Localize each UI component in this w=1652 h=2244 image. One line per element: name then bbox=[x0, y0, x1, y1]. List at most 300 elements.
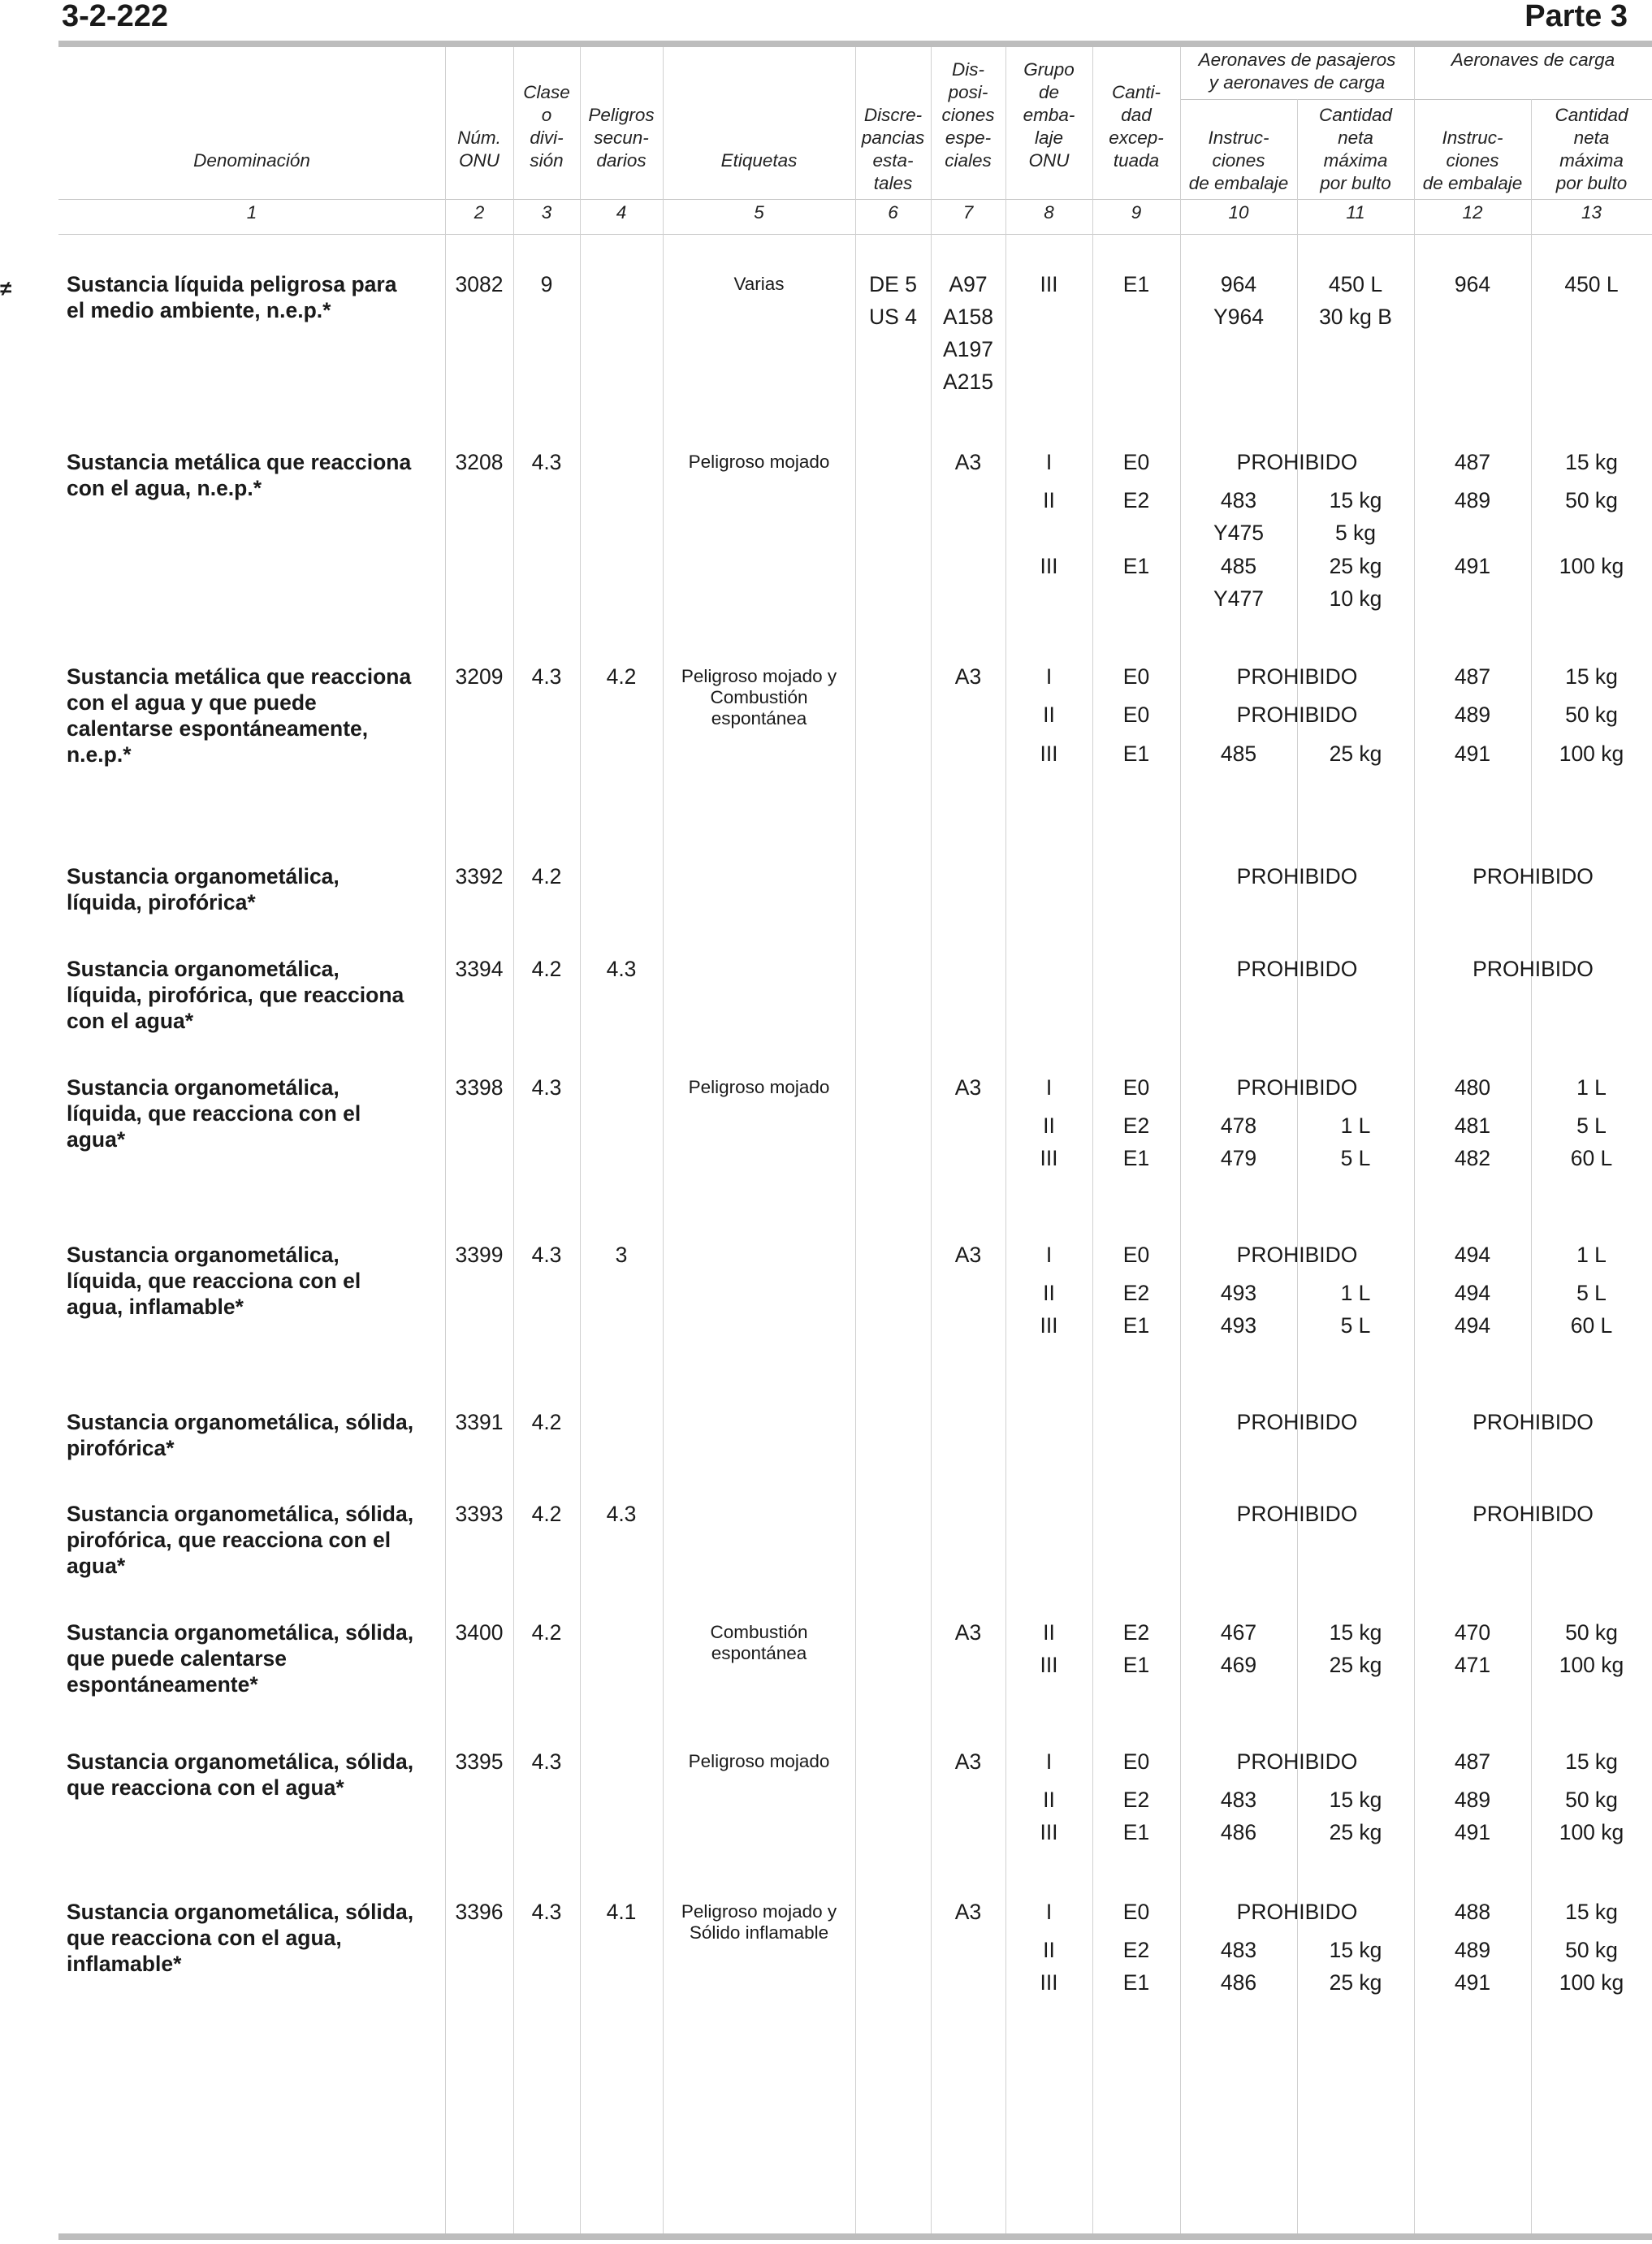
name-line: que reacciona con el agua, bbox=[67, 1926, 342, 1950]
name-line: con el agua* bbox=[67, 1009, 194, 1033]
column-number: 5 bbox=[754, 202, 764, 223]
subsidiary-hazard: 4.2 bbox=[606, 664, 637, 689]
header-un-number bbox=[445, 127, 513, 172]
name-line: Sustancia organometálica, sólida, bbox=[67, 1749, 414, 1774]
hazard-class: 9 bbox=[540, 272, 553, 296]
proper-shipping-name bbox=[67, 1899, 501, 1977]
header-excepted-quantity bbox=[1092, 81, 1180, 172]
cargo-max-quantity: 60 L bbox=[1570, 1313, 1613, 1338]
packing-group: III bbox=[1040, 742, 1058, 766]
name-line: con el agua, n.e.p.* bbox=[67, 476, 262, 500]
header-line: emba- bbox=[1023, 105, 1075, 125]
header-line: Grupo bbox=[1023, 59, 1075, 80]
state-variation: DE 5 bbox=[869, 272, 917, 296]
un-number: 3082 bbox=[455, 272, 504, 296]
cargo-packing-instruction: 482 bbox=[1454, 1146, 1491, 1170]
cargo-max-quantity: 50 kg bbox=[1565, 1938, 1618, 1962]
name-line: el medio ambiente, n.e.p.* bbox=[67, 298, 331, 322]
cargo-packing-instruction: 480 bbox=[1454, 1075, 1491, 1100]
packing-group: III bbox=[1040, 1653, 1058, 1677]
passenger-prohibited: PROHIBIDO bbox=[1236, 1749, 1358, 1774]
special-provision: A3 bbox=[954, 450, 982, 474]
header-line: Instruc- bbox=[1442, 128, 1503, 148]
hazard-class: 4.3 bbox=[531, 450, 562, 474]
column-number: 2 bbox=[474, 202, 485, 223]
packing-group: II bbox=[1043, 488, 1055, 512]
cargo-max-quantity: 15 kg bbox=[1565, 450, 1618, 474]
name-line: espontáneamente* bbox=[67, 1672, 258, 1697]
proper-shipping-name bbox=[67, 1242, 501, 1320]
cargo-packing-instruction: 481 bbox=[1454, 1113, 1491, 1138]
cargo-max-quantity: 100 kg bbox=[1559, 742, 1624, 766]
cargo-max-quantity: 100 kg bbox=[1559, 1970, 1624, 1995]
passenger-max-quantity: 25 kg bbox=[1329, 554, 1382, 578]
header-cargo-aircraft: Aeronaves de carga bbox=[1451, 50, 1615, 70]
cargo-packing-instruction: 494 bbox=[1454, 1281, 1491, 1305]
proper-shipping-name bbox=[67, 1749, 501, 1801]
cargo-packing-instruction: 489 bbox=[1454, 488, 1491, 512]
name-line: calentarse espontáneamente, bbox=[67, 716, 369, 741]
packing-group: III bbox=[1040, 1970, 1058, 1995]
packing-group: III bbox=[1040, 272, 1058, 296]
un-number: 3209 bbox=[455, 664, 504, 689]
header-cargo-packing-instructions bbox=[1414, 127, 1531, 195]
change-mark: ≠ bbox=[0, 276, 12, 300]
header-line: y aeronaves de carga bbox=[1209, 72, 1386, 93]
packing-group: II bbox=[1043, 703, 1055, 727]
packing-group: II bbox=[1043, 1281, 1055, 1305]
packing-group: I bbox=[1045, 1243, 1053, 1267]
special-provision: A3 bbox=[954, 1749, 982, 1774]
name-line: agua, inflamable* bbox=[67, 1295, 244, 1319]
un-number: 3400 bbox=[455, 1620, 504, 1645]
header-denominacion: Denominación bbox=[193, 150, 310, 171]
header-line: Clase bbox=[523, 82, 570, 102]
name-line: inflamable* bbox=[67, 1952, 182, 1976]
passenger-packing-instruction: 483 bbox=[1220, 1788, 1257, 1812]
header-line: ciales bbox=[945, 150, 992, 171]
passenger-max-quantity: 30 kg B bbox=[1319, 305, 1392, 329]
hazard-label: espontánea bbox=[711, 708, 807, 729]
special-provision: A3 bbox=[954, 1243, 982, 1267]
hazard-label: Sólido inflamable bbox=[689, 1922, 829, 1943]
header-line: Discre- bbox=[863, 105, 923, 125]
special-provision: A3 bbox=[954, 1900, 982, 1924]
passenger-prohibited: PROHIBIDO bbox=[1236, 664, 1358, 689]
cargo-max-quantity: 100 kg bbox=[1559, 1820, 1624, 1844]
un-number: 3396 bbox=[455, 1900, 504, 1924]
header-line: espe- bbox=[945, 128, 992, 148]
header-cargo-max-quantity bbox=[1531, 104, 1652, 195]
cargo-max-quantity: 5 L bbox=[1576, 1281, 1607, 1305]
header-line: ONU bbox=[1028, 150, 1070, 171]
proper-shipping-name bbox=[67, 271, 501, 323]
name-line: Sustancia organometálica, sólida, bbox=[67, 1502, 414, 1526]
header-labels: Etiquetas bbox=[720, 150, 798, 171]
passenger-prohibited: PROHIBIDO bbox=[1236, 703, 1358, 727]
cargo-packing-instruction: 491 bbox=[1454, 554, 1491, 578]
aircraft-group-divider bbox=[1180, 99, 1652, 100]
name-line: Sustancia organometálica, sólida, bbox=[67, 1900, 414, 1924]
header-line: ciones bbox=[941, 105, 995, 125]
proper-shipping-name bbox=[67, 449, 501, 501]
packing-group: I bbox=[1045, 1075, 1053, 1100]
passenger-max-quantity: 25 kg bbox=[1329, 1970, 1382, 1995]
hazard-label: Combustión bbox=[710, 687, 808, 707]
special-provision: A3 bbox=[954, 1620, 982, 1645]
cargo-max-quantity: 100 kg bbox=[1559, 1653, 1624, 1677]
passenger-packing-instruction: 493 bbox=[1220, 1281, 1257, 1305]
column-number: 13 bbox=[1581, 202, 1602, 223]
cargo-packing-instruction: 494 bbox=[1454, 1313, 1491, 1338]
cargo-prohibited: PROHIBIDO bbox=[1473, 1410, 1594, 1434]
hazard-label: Combustión bbox=[710, 1622, 808, 1642]
un-number: 3392 bbox=[455, 864, 504, 889]
column-number: 1 bbox=[246, 202, 257, 223]
hazard-label: Peligroso mojado bbox=[688, 1077, 830, 1097]
name-line: con el agua y que puede bbox=[67, 690, 317, 715]
header-line: máxima bbox=[1323, 150, 1388, 171]
header-line: de embalaje bbox=[1422, 173, 1523, 193]
header-line: pancias bbox=[861, 128, 925, 148]
passenger-prohibited: PROHIBIDO bbox=[1236, 1900, 1358, 1924]
header-line: dad bbox=[1121, 105, 1152, 125]
hazard-label: Peligroso mojado y bbox=[681, 666, 837, 686]
cargo-packing-instruction: 487 bbox=[1454, 664, 1491, 689]
cargo-packing-instruction: 489 bbox=[1454, 1788, 1491, 1812]
special-provision: A97 bbox=[949, 272, 988, 296]
header-line: Cantidad bbox=[1555, 105, 1628, 125]
name-line: pirofórica, que reacciona con el bbox=[67, 1528, 391, 1552]
passenger-packing-instruction: 485 bbox=[1220, 742, 1257, 766]
passenger-packing-instruction: 467 bbox=[1220, 1620, 1257, 1645]
column-number: 6 bbox=[888, 202, 898, 223]
header-line: esta- bbox=[872, 150, 914, 171]
header-line: Peligros bbox=[588, 105, 655, 125]
passenger-packing-instruction: Y477 bbox=[1213, 586, 1264, 611]
excepted-quantity: E2 bbox=[1122, 1788, 1150, 1812]
cargo-max-quantity: 5 L bbox=[1576, 1113, 1607, 1138]
name-line: Sustancia organometálica, bbox=[67, 1243, 339, 1267]
packing-group: II bbox=[1043, 1788, 1055, 1812]
proper-shipping-name bbox=[67, 1074, 501, 1152]
header-line: Cantidad bbox=[1318, 105, 1393, 125]
packing-group: III bbox=[1040, 554, 1058, 578]
proper-shipping-name bbox=[67, 664, 501, 767]
excepted-quantity: E1 bbox=[1122, 554, 1150, 578]
passenger-packing-instruction: 486 bbox=[1220, 1820, 1257, 1844]
passenger-packing-instruction: 483 bbox=[1220, 1938, 1257, 1962]
name-line: Sustancia organometálica, sólida, bbox=[67, 1620, 414, 1645]
header-line: ciones bbox=[1212, 150, 1265, 171]
excepted-quantity: E0 bbox=[1122, 450, 1150, 474]
header-passenger-cargo-aircraft bbox=[1180, 49, 1414, 94]
header-line: Canti- bbox=[1111, 82, 1161, 102]
cargo-max-quantity: 60 L bbox=[1570, 1146, 1613, 1170]
passenger-prohibited: PROHIBIDO bbox=[1236, 864, 1358, 889]
cargo-max-quantity: 15 kg bbox=[1565, 1900, 1618, 1924]
cargo-packing-instruction: 491 bbox=[1454, 1820, 1491, 1844]
name-line: líquida, que reacciona con el bbox=[67, 1269, 361, 1293]
header-line: tales bbox=[873, 173, 913, 193]
passenger-prohibited: PROHIBIDO bbox=[1236, 957, 1358, 981]
excepted-quantity: E2 bbox=[1122, 1281, 1150, 1305]
header-line: neta bbox=[1338, 128, 1373, 148]
state-variation: US 4 bbox=[869, 305, 917, 329]
header-line: por bulto bbox=[1555, 173, 1628, 193]
excepted-quantity: E0 bbox=[1122, 1900, 1150, 1924]
special-provision: A197 bbox=[943, 337, 993, 361]
proper-shipping-name bbox=[67, 1501, 501, 1579]
passenger-max-quantity: 25 kg bbox=[1329, 742, 1382, 766]
passenger-max-quantity: 25 kg bbox=[1329, 1653, 1382, 1677]
packing-group: I bbox=[1045, 450, 1053, 474]
excepted-quantity: E2 bbox=[1122, 1620, 1150, 1645]
cargo-prohibited: PROHIBIDO bbox=[1473, 1502, 1594, 1526]
header-passenger-max-quantity bbox=[1297, 104, 1414, 195]
name-line: Sustancia líquida peligrosa para bbox=[67, 272, 397, 296]
cargo-packing-instruction: 489 bbox=[1454, 1938, 1491, 1962]
page-number: 3-2-222 bbox=[62, 0, 168, 33]
header-line: de bbox=[1038, 82, 1060, 102]
name-line: líquida, que reacciona con el bbox=[67, 1101, 361, 1126]
passenger-prohibited: PROHIBIDO bbox=[1236, 1502, 1358, 1526]
header-line: tuada bbox=[1113, 150, 1160, 171]
header-special-provisions bbox=[931, 58, 1005, 172]
header-line: laje bbox=[1034, 128, 1064, 148]
hazard-class: 4.2 bbox=[531, 1410, 562, 1434]
hazard-class: 4.2 bbox=[531, 1502, 562, 1526]
passenger-prohibited: PROHIBIDO bbox=[1236, 1243, 1358, 1267]
passenger-packing-instruction: Y475 bbox=[1213, 521, 1264, 545]
passenger-max-quantity: 5 kg bbox=[1334, 521, 1377, 545]
header-class bbox=[513, 81, 580, 172]
passenger-max-quantity: 1 L bbox=[1340, 1281, 1371, 1305]
passenger-max-quantity: 15 kg bbox=[1329, 1938, 1382, 1962]
header-state-variations bbox=[855, 104, 931, 195]
cargo-max-quantity: 450 L bbox=[1564, 272, 1619, 296]
excepted-quantity: E1 bbox=[1122, 1653, 1150, 1677]
hazard-label: Peligroso mojado bbox=[688, 1751, 830, 1771]
cargo-packing-instruction: 491 bbox=[1454, 742, 1491, 766]
passenger-packing-instruction: 478 bbox=[1220, 1113, 1257, 1138]
special-provision: A3 bbox=[954, 664, 982, 689]
un-number: 3208 bbox=[455, 450, 504, 474]
header-line: Aeronaves de pasajeros bbox=[1198, 50, 1396, 70]
excepted-quantity: E0 bbox=[1122, 1749, 1150, 1774]
header-line: neta bbox=[1573, 128, 1610, 148]
cargo-max-quantity: 50 kg bbox=[1565, 703, 1618, 727]
header-line: Dis- bbox=[952, 59, 984, 80]
name-line: Sustancia organometálica, bbox=[67, 864, 339, 889]
column-number: 8 bbox=[1044, 202, 1054, 223]
passenger-packing-instruction: 469 bbox=[1220, 1653, 1257, 1677]
cargo-packing-instruction: 487 bbox=[1454, 1749, 1491, 1774]
hazard-class: 4.2 bbox=[531, 1620, 562, 1645]
excepted-quantity: E0 bbox=[1122, 703, 1150, 727]
header-line: Núm. bbox=[457, 128, 501, 148]
passenger-prohibited: PROHIBIDO bbox=[1236, 1075, 1358, 1100]
excepted-quantity: E0 bbox=[1122, 664, 1150, 689]
header-passenger-packing-instructions bbox=[1180, 127, 1297, 195]
proper-shipping-name bbox=[67, 1619, 501, 1697]
cargo-packing-instruction: 471 bbox=[1454, 1653, 1491, 1677]
subsidiary-hazard: 4.3 bbox=[606, 957, 637, 981]
name-line: agua* bbox=[67, 1554, 126, 1578]
proper-shipping-name bbox=[67, 863, 501, 915]
part-label: Parte 3 bbox=[1524, 0, 1628, 33]
passenger-packing-instruction: 493 bbox=[1220, 1313, 1257, 1338]
passenger-max-quantity: 15 kg bbox=[1329, 1620, 1382, 1645]
excepted-quantity: E2 bbox=[1122, 1113, 1150, 1138]
name-line: líquida, pirofórica* bbox=[67, 890, 256, 914]
un-number: 3399 bbox=[455, 1243, 504, 1267]
passenger-packing-instruction: 479 bbox=[1220, 1146, 1257, 1170]
packing-group: I bbox=[1045, 1900, 1053, 1924]
column-number: 3 bbox=[541, 202, 552, 223]
special-provision: A215 bbox=[943, 370, 993, 394]
passenger-prohibited: PROHIBIDO bbox=[1236, 450, 1358, 474]
un-number: 3391 bbox=[455, 1410, 504, 1434]
name-line: Sustancia organometálica, bbox=[67, 1075, 339, 1100]
proper-shipping-name bbox=[67, 956, 501, 1034]
cargo-max-quantity: 1 L bbox=[1576, 1075, 1607, 1100]
un-number: 3395 bbox=[455, 1749, 504, 1774]
passenger-packing-instruction: 964 bbox=[1220, 272, 1257, 296]
name-line: Sustancia organometálica, bbox=[67, 957, 339, 981]
hazard-class: 4.3 bbox=[531, 664, 562, 689]
name-line: Sustancia metálica que reacciona bbox=[67, 664, 412, 689]
name-line: líquida, pirofórica, que reacciona bbox=[67, 983, 404, 1007]
passenger-max-quantity: 5 L bbox=[1340, 1146, 1371, 1170]
header-line: por bulto bbox=[1320, 173, 1391, 193]
un-number: 3394 bbox=[455, 957, 504, 981]
header-line: posi- bbox=[948, 82, 988, 102]
cargo-max-quantity: 1 L bbox=[1576, 1243, 1607, 1267]
cargo-prohibited: PROHIBIDO bbox=[1473, 957, 1594, 981]
excepted-quantity: E1 bbox=[1122, 1820, 1150, 1844]
subsidiary-hazard: 4.1 bbox=[606, 1900, 637, 1924]
name-line: pirofórica* bbox=[67, 1436, 175, 1460]
un-number: 3398 bbox=[455, 1075, 504, 1100]
column-number: 9 bbox=[1131, 202, 1142, 223]
special-provision: A158 bbox=[943, 305, 993, 329]
passenger-max-quantity: 15 kg bbox=[1329, 488, 1382, 512]
header-line: ciones bbox=[1446, 150, 1499, 171]
excepted-quantity: E1 bbox=[1122, 1146, 1150, 1170]
bottom-rule bbox=[58, 2233, 1652, 2240]
cargo-packing-instruction: 487 bbox=[1454, 450, 1491, 474]
excepted-quantity: E1 bbox=[1122, 1970, 1150, 1995]
column-number: 12 bbox=[1462, 202, 1483, 223]
name-line: Sustancia organometálica, sólida, bbox=[67, 1410, 414, 1434]
hazard-class: 4.2 bbox=[531, 864, 562, 889]
cargo-max-quantity: 50 kg bbox=[1565, 488, 1618, 512]
header-line: secun- bbox=[594, 128, 649, 148]
name-line: agua* bbox=[67, 1127, 126, 1152]
hazard-label: espontánea bbox=[711, 1643, 807, 1663]
packing-group: I bbox=[1045, 664, 1053, 689]
packing-group: II bbox=[1043, 1620, 1055, 1645]
hazard-class: 4.3 bbox=[531, 1749, 562, 1774]
header-line: divi- bbox=[530, 128, 564, 148]
column-number: 10 bbox=[1228, 202, 1249, 223]
passenger-packing-instruction: 483 bbox=[1220, 488, 1257, 512]
passenger-max-quantity: 1 L bbox=[1340, 1113, 1371, 1138]
hazard-class: 4.3 bbox=[531, 1900, 562, 1924]
packing-group: II bbox=[1043, 1113, 1055, 1138]
hazard-class: 4.2 bbox=[531, 957, 562, 981]
header-line: máxima bbox=[1559, 150, 1624, 171]
hazard-label: Peligroso mojado bbox=[688, 452, 830, 472]
header-line: Instruc- bbox=[1208, 128, 1269, 148]
cargo-packing-instruction: 494 bbox=[1454, 1243, 1491, 1267]
cargo-prohibited: PROHIBIDO bbox=[1473, 864, 1594, 889]
header-packing-group bbox=[1005, 58, 1092, 172]
special-provision: A3 bbox=[954, 1075, 982, 1100]
cargo-max-quantity: 15 kg bbox=[1565, 1749, 1618, 1774]
header-line: de embalaje bbox=[1188, 173, 1289, 193]
hazard-label: Peligroso mojado y bbox=[681, 1901, 837, 1922]
excepted-quantity: E1 bbox=[1122, 742, 1150, 766]
packing-group: III bbox=[1040, 1146, 1058, 1170]
passenger-packing-instruction: 486 bbox=[1220, 1970, 1257, 1995]
packing-group: III bbox=[1040, 1313, 1058, 1338]
excepted-quantity: E2 bbox=[1122, 1938, 1150, 1962]
hazard-label: Varias bbox=[733, 274, 785, 294]
header-line: o bbox=[541, 105, 552, 125]
packing-group: II bbox=[1043, 1938, 1055, 1962]
excepted-quantity: E2 bbox=[1122, 488, 1150, 512]
passenger-packing-instruction: 485 bbox=[1220, 554, 1257, 578]
column-number: 7 bbox=[962, 202, 974, 223]
cargo-packing-instruction: 964 bbox=[1454, 272, 1491, 296]
passenger-max-quantity: 5 L bbox=[1340, 1313, 1371, 1338]
passenger-max-quantity: 25 kg bbox=[1329, 1820, 1382, 1844]
proper-shipping-name bbox=[67, 1409, 501, 1461]
top-rule bbox=[58, 41, 1652, 47]
packing-group: III bbox=[1040, 1820, 1058, 1844]
cargo-packing-instruction: 488 bbox=[1454, 1900, 1491, 1924]
column-number: 4 bbox=[616, 202, 627, 223]
header-line: excep- bbox=[1109, 128, 1164, 148]
hazard-class: 4.3 bbox=[531, 1243, 562, 1267]
subsidiary-hazard: 4.3 bbox=[606, 1502, 637, 1526]
column-number: 11 bbox=[1346, 202, 1365, 223]
header-line: sión bbox=[530, 150, 564, 171]
header-line: ONU bbox=[459, 150, 499, 171]
packing-group: I bbox=[1045, 1749, 1053, 1774]
name-line: que reacciona con el agua* bbox=[67, 1775, 344, 1800]
subsidiary-hazard: 3 bbox=[615, 1243, 628, 1267]
hazard-class: 4.3 bbox=[531, 1075, 562, 1100]
passenger-max-quantity: 15 kg bbox=[1329, 1788, 1382, 1812]
cargo-max-quantity: 50 kg bbox=[1565, 1620, 1618, 1645]
excepted-quantity: E0 bbox=[1122, 1243, 1150, 1267]
excepted-quantity: E1 bbox=[1122, 272, 1150, 296]
passenger-max-quantity: 450 L bbox=[1328, 272, 1383, 296]
name-line: Sustancia metálica que reacciona bbox=[67, 450, 412, 474]
header-line: darios bbox=[596, 150, 647, 171]
passenger-prohibited: PROHIBIDO bbox=[1236, 1410, 1358, 1434]
name-line: que puede calentarse bbox=[67, 1646, 287, 1671]
excepted-quantity: E0 bbox=[1122, 1075, 1150, 1100]
excepted-quantity: E1 bbox=[1122, 1313, 1150, 1338]
col-divider-5 bbox=[855, 47, 856, 2233]
name-line: n.e.p.* bbox=[67, 742, 132, 767]
cargo-max-quantity: 50 kg bbox=[1565, 1788, 1618, 1812]
cargo-packing-instruction: 470 bbox=[1454, 1620, 1491, 1645]
